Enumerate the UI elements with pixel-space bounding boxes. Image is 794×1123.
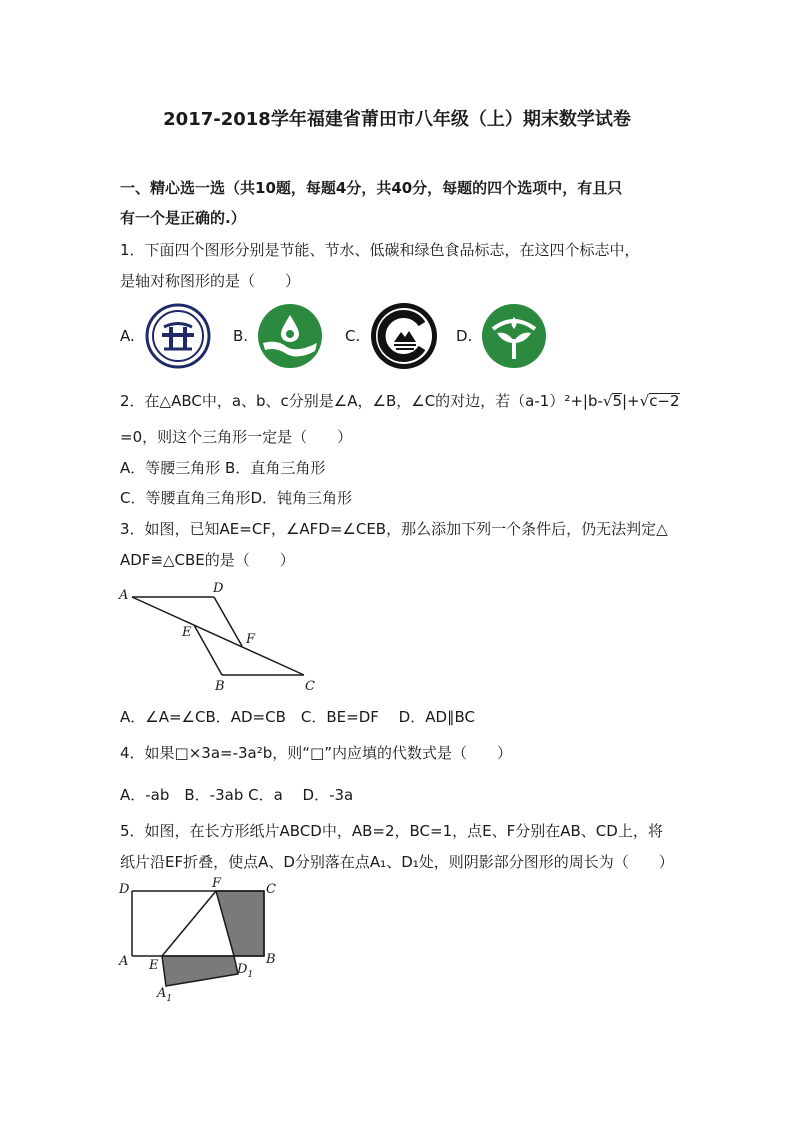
label-d1-subscript: 1 bbox=[247, 970, 254, 980]
q1-line-2: 是轴对称图形的是（ ） bbox=[120, 272, 301, 290]
shaded-region-upper bbox=[216, 891, 264, 956]
label-c: C bbox=[266, 882, 276, 897]
energy-saving-logo-icon bbox=[145, 303, 211, 369]
q4-options: A．-ab B．-3ab C．a D．-3a bbox=[120, 786, 354, 804]
q2-line-2: =0，则这个三角形一定是（ ） bbox=[120, 428, 353, 446]
sqrt-c2-radicand: c−2 bbox=[649, 392, 680, 410]
q1-option-b-label: B. bbox=[233, 327, 249, 345]
label-d1 bbox=[236, 962, 253, 980]
label-b: B bbox=[215, 679, 225, 694]
section-heading-line-1: 一、精心选一选（共10题，每题4分，共40分，每题的四个选项中，有且只 bbox=[120, 179, 623, 197]
q3-line-2: ADF≌△CBE的是（ ） bbox=[120, 551, 295, 569]
q3-figure bbox=[116, 580, 326, 695]
label-d: D bbox=[119, 882, 130, 897]
q1-option-c-label: C. bbox=[345, 327, 361, 345]
label-a: A bbox=[119, 954, 129, 969]
q5-figure bbox=[116, 876, 286, 1002]
q5-line-1: 5．如图，在长方形纸片ABCD中，AB=2，BC=1，点E、F分别在AB、CD上，将 bbox=[120, 822, 663, 840]
fold-line-ef bbox=[162, 891, 216, 956]
q2-option-c: C．等腰直角三角形 bbox=[120, 489, 251, 507]
label-a1-subscript: 1 bbox=[166, 994, 173, 1002]
segment-ac bbox=[132, 597, 304, 675]
green-food-logo-icon bbox=[481, 303, 547, 369]
segment-df bbox=[214, 597, 242, 646]
sqrt-c2-radical: √c−2 bbox=[639, 392, 680, 410]
label-d: D bbox=[213, 581, 224, 596]
page-title: 2017-2018学年福建省莆田市八年级（上）期末数学试卷 bbox=[163, 109, 631, 130]
sqrt-5-radical: √5 bbox=[602, 392, 622, 410]
q4-line-1: 4．如果□×3a=-3a²b，则“□”内应填的代数式是（ ） bbox=[120, 744, 512, 762]
q2-line-1-text: 2．在△ABC中，a、b、c分别是∠A，∠B，∠C的对边，若（a-1）²+|b- bbox=[120, 392, 603, 410]
label-e: E bbox=[182, 625, 192, 640]
label-e: E bbox=[149, 958, 159, 973]
label-a1 bbox=[156, 986, 172, 1002]
label-c: C bbox=[305, 679, 315, 694]
segment-eb bbox=[194, 625, 222, 675]
q1-line-1: 1．下面四个图形分别是节能、节水、低碳和绿色食品标志，在这四个标志中， bbox=[120, 241, 640, 259]
q2-option-a: A．等腰三角形 bbox=[120, 459, 221, 477]
section-heading-line-2: 有一个是正确的.） bbox=[120, 209, 246, 227]
label-a1-letter: A bbox=[157, 986, 167, 1001]
q5-line-2: 纸片沿EF折叠，使点A、D分别落在点A₁、D₁处，则阴影部分图形的周长为（ ） bbox=[120, 853, 674, 871]
label-d1-letter: D bbox=[237, 962, 248, 977]
shaded-region-lower bbox=[162, 956, 238, 986]
label-a: A bbox=[119, 588, 129, 603]
q1-option-a-label: A. bbox=[120, 327, 135, 345]
q1-option-d-label: D. bbox=[456, 327, 473, 345]
label-b: B bbox=[266, 952, 276, 967]
q3-options: A．∠A=∠CB．AD=CB C．BE=DF D．AD∥BC bbox=[120, 708, 476, 726]
label-f: F bbox=[246, 632, 256, 647]
q2-line-1-mid: |+ bbox=[622, 392, 640, 410]
q2-options-row-2 bbox=[120, 487, 352, 508]
q3-line-1: 3．如图，已知AE=CF，∠AFD=∠CEB，那么添加下列一个条件后，仍无法判定△ bbox=[120, 520, 668, 538]
q2-options-row-1 bbox=[120, 457, 325, 478]
q2-line-1 bbox=[120, 390, 680, 411]
water-saving-logo-icon bbox=[257, 303, 323, 369]
sqrt-5-radicand: 5 bbox=[612, 392, 622, 410]
q2-option-b: B．直角三角形 bbox=[225, 459, 326, 477]
label-f: F bbox=[212, 876, 222, 891]
q2-option-d: D．钝角三角形 bbox=[250, 489, 353, 507]
low-carbon-logo-icon bbox=[370, 302, 438, 370]
